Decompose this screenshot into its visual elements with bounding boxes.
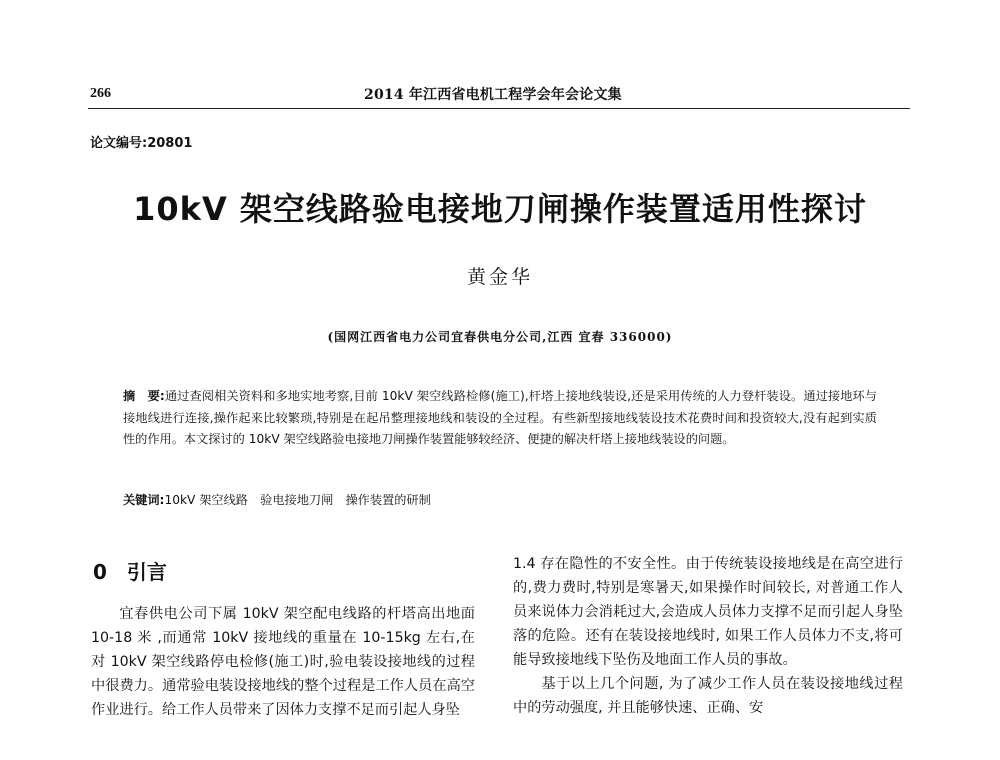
section-title: 引言: [126, 560, 167, 584]
author-affiliation: (国网江西省电力公司宜春供电分公司,江西 宜春 336000): [327, 330, 673, 344]
right-column-paragraph-1: 1.4 存在隐性的不安全性。由于传统装设接地线是在高空进行的,费力费时,特别是寒暑天,如果操作时间较长, 对普通工作人员来说体力会消耗过大,会造成人员体力支撑不足而引起人身坠落的危险。还有在装设接地线时, 如果工作人员体力不支,将可能导致接地线下坠伤及地面工作人员的事故。: [513, 556, 903, 668]
keywords-block: [123, 490, 877, 512]
paper-title: 10kV 架空线路验电接地刀闸操作装置适用性探讨: [133, 190, 867, 228]
abstract-text: 通过查阅相关资料和多地实地考察,目前 10kV 架空线路检修(施工),杆塔上接地线装设,还是采用传统的人力登杆装设。通过接地环与接地线进行连接,操作起来比较繁琐,特别是在起吊整理接地线和装设的全过程。有些新型接地线装设技术花费时间和投资较大,没有起到实质性的作用。本文探讨的 10kV 架空线路验电接地刀闸操作装置能够较经济、便捷的解决杆塔上接地线装设的问题。: [123, 389, 877, 446]
page-number: 266: [90, 86, 111, 101]
keywords-text: 10kV 架空线路 验电接地刀闸 操作装置的研制: [164, 493, 431, 507]
left-column-paragraph: 宜春供电公司下属 10kV 架空配电线路的杆塔高出地面 10-18 米 ,而通常 10kV 接地线的重量在 10-15kg 左右,在对 10kV 架空线路停电检修(施工)时,验电装设接地线的过程中很费力。通常验电装设接地线的整个过程是工作人员在高空作业进行。给工作人员带来了因体力支撑不足而引起人身坠: [91, 606, 475, 718]
section-heading: [93, 556, 167, 585]
running-title: 2014 年江西省电机工程学会年会论文集: [364, 87, 622, 103]
right-column: [513, 552, 903, 720]
right-column-paragraph-2: 基于以上几个问题, 为了减少工作人员在装设接地线过程中的劳动强度, 并且能够快速、正确、安: [513, 676, 903, 716]
abstract-label: 摘 要:: [123, 389, 165, 403]
right-column-viewport: [513, 552, 903, 760]
keywords-label: 关键词:: [123, 493, 165, 507]
paper-number: 论文编号:20801: [90, 136, 193, 151]
author-name: 黄金华: [466, 266, 533, 288]
left-column: [91, 602, 475, 722]
header-rule: [88, 108, 910, 109]
abstract-block: [123, 386, 877, 451]
left-column-viewport: [91, 602, 475, 760]
section-number: 0: [93, 560, 107, 584]
abstract-paragraph: [123, 386, 877, 451]
